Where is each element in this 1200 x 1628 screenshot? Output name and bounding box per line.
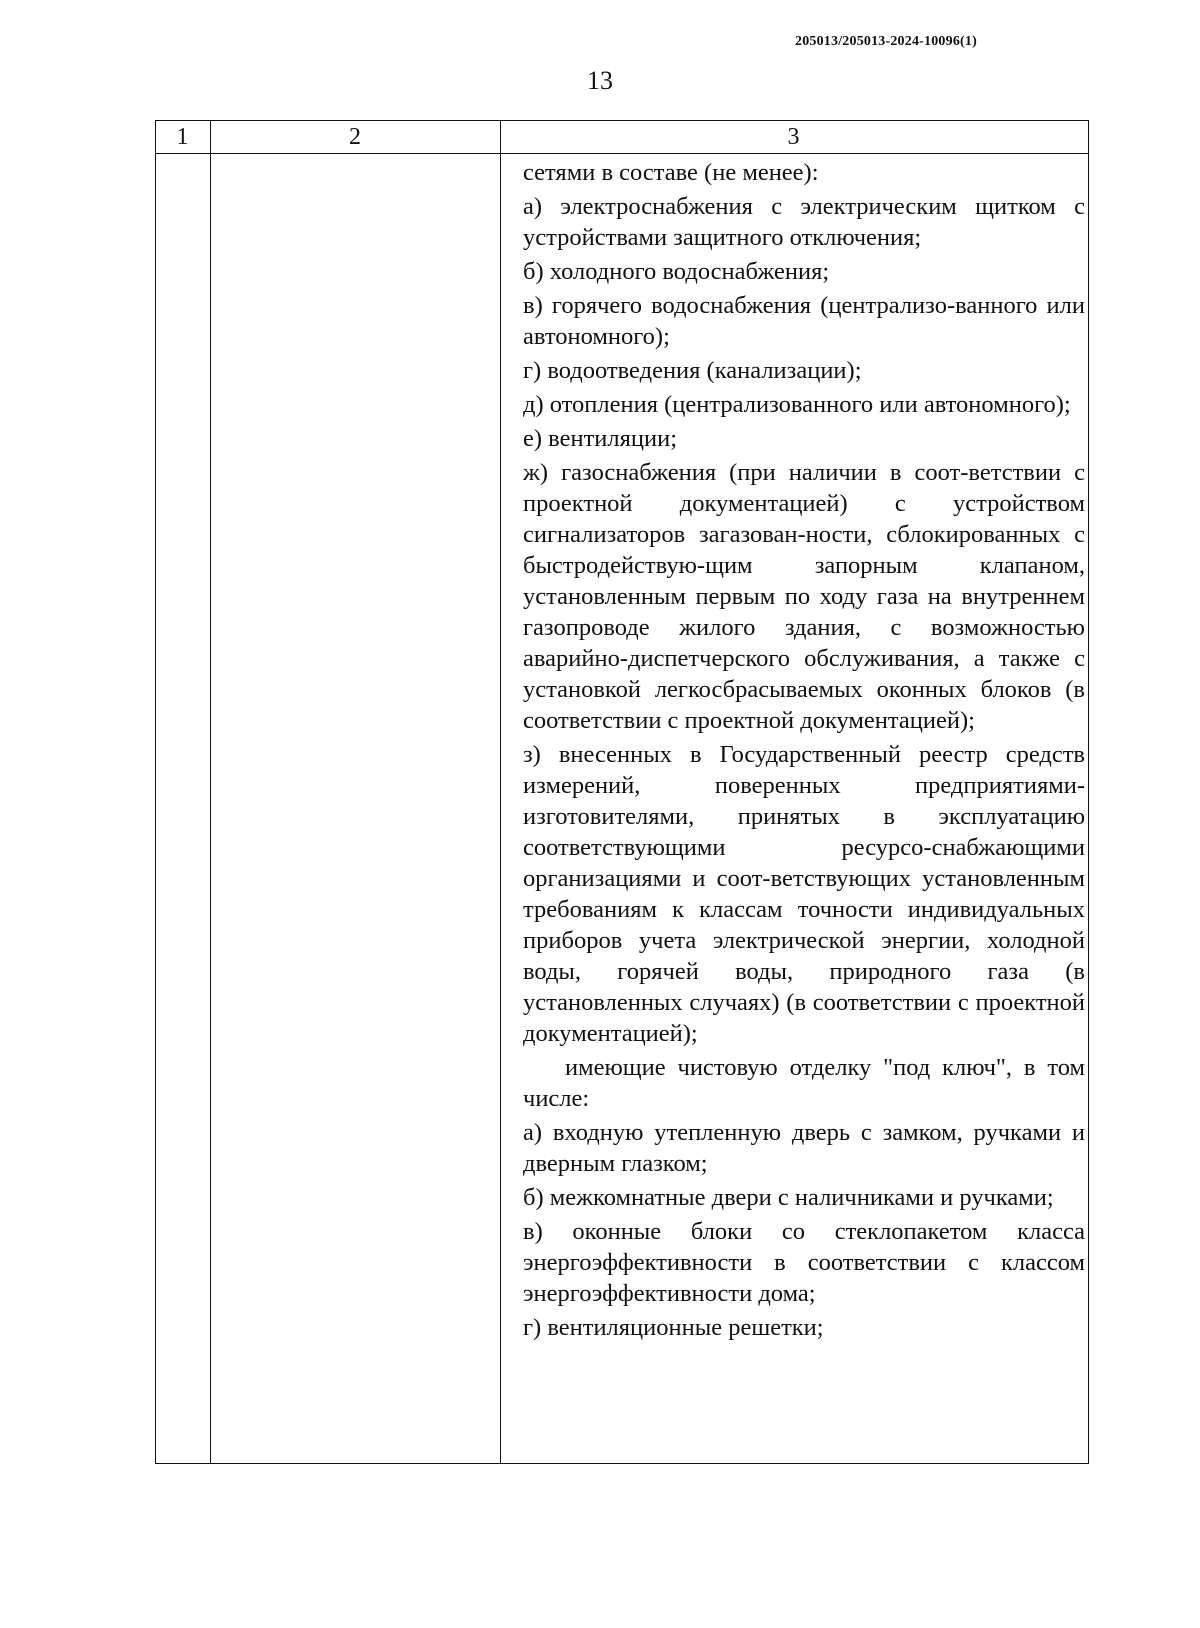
column-3-content: [523, 157, 1085, 1343]
item-heating: д) отопления (централизованного или автономного);: [523, 391, 1071, 418]
item-metering: з) внесенных в Государственный реестр средств измерений, поверенных предприятиями-изготовителями, принятых в эксплуатацию соответствующими ресурсо-снабжающими организациями и соот-ветствующих установленным требованиям к классам точности индивидуальных приборов учета электрической энергии, холодной воды, горячей воды, природного газа (в установленных случаях) (в соответствии с проектной документацией);: [523, 741, 1085, 1047]
item-ventilation-grilles: г) вентиляционные решетки;: [523, 1314, 824, 1341]
column-header-1: 1: [176, 124, 189, 150]
column-divider-1: [210, 120, 211, 1464]
item-electricity: а) электроснабжения с электрическим щитком с устройствами защитного отключения;: [523, 193, 1085, 251]
item-hot-water: в) горячего водоснабжения (централизо-ванного или автономного);: [523, 292, 1085, 350]
item-drainage: г) водоотведения (канализации);: [523, 357, 862, 384]
item-entrance-door: а) входную утепленную дверь с замком, ручками и дверным глазком;: [523, 1119, 1085, 1177]
page-number: 13: [587, 66, 613, 95]
header-divider: [155, 153, 1089, 154]
item-windows: в) оконные блоки со стеклопакетом класса энергоэффективности в соответствии с классом энергоэффективности дома;: [523, 1218, 1085, 1307]
networks-intro: сетями в составе (не менее):: [523, 159, 819, 186]
column-header-2: 2: [349, 124, 361, 150]
item-cold-water: б) холодного водоснабжения;: [523, 258, 830, 285]
column-divider-2: [500, 120, 501, 1464]
finishing-intro: имеющие чистовую отделку "под ключ", в том числе:: [523, 1054, 1085, 1112]
item-interior-doors: б) межкомнатные двери с наличниками и ручками;: [523, 1184, 1054, 1211]
document-id: 205013/205013-2024-10096(1): [795, 34, 977, 49]
column-header-3: 3: [787, 124, 800, 150]
item-gas-supply: ж) газоснабжения (при наличии в соот-ветствии с проектной документацией) с устройством сигнализаторов загазован-ности, сблокированных с быстродействую-щим запорным клапаном, установленным первым по ходу газа на внутреннем газопроводе жилого здания, с возможностью аварийно-диспетчерского обслуживания, а также с установкой легкосбрасываемых оконных блоков (в соответствии с проектной документацией);: [523, 459, 1085, 734]
item-ventilation: е) вентиляции;: [523, 425, 678, 452]
